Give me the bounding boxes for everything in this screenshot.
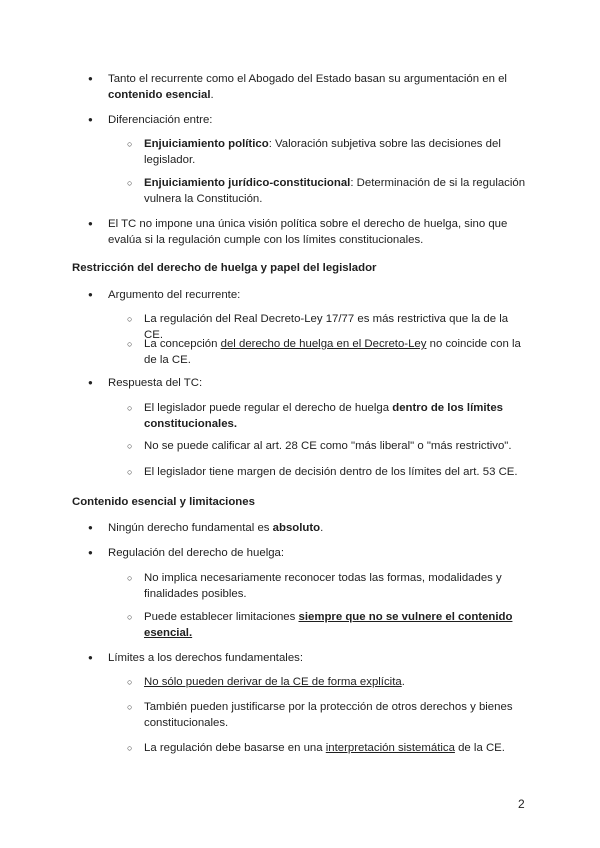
underlined-text: No sólo pueden derivar de la CE de forma explícita <box>144 676 402 688</box>
text-span: Límites a los derechos fundamentales: <box>108 652 304 664</box>
sub-bullet-item <box>144 609 529 641</box>
text-span: de la CE. <box>454 742 505 754</box>
sub-bullet-item <box>144 674 529 690</box>
text-span: Tanto el recurrente como el Abogado del Estado basan su argumentación en el <box>108 73 507 85</box>
text-span: También pueden justificarse por la protección de otros derechos y bienes constitucionales. <box>144 701 513 729</box>
underlined-text: interpretación sistemática <box>325 742 455 754</box>
section-heading: Contenido esencial y limitaciones <box>72 496 255 508</box>
sub-bullet-item <box>144 400 529 432</box>
text-span: . <box>210 89 214 101</box>
text-span: Puede establecer limitaciones <box>144 611 299 623</box>
sub-bullet-item <box>144 570 529 602</box>
text-span: La concepción <box>144 338 221 350</box>
underlined-text: siempre que no se vulnere el contenido esencial. <box>144 611 513 639</box>
bold-text: absoluto <box>272 522 321 534</box>
bold-text: dentro de los límites constitucionales. <box>144 402 504 430</box>
text-span: . <box>401 676 405 688</box>
bullet-item <box>108 112 538 128</box>
bullet-item <box>108 545 538 561</box>
text-span: Argumento del recurrente: <box>108 289 241 301</box>
text-span: La regulación del Real Decreto-Ley 17/77 es más restrictiva que la de la CE. <box>144 313 509 341</box>
text-span: La regulación debe basarse en una <box>144 742 326 754</box>
text-span: Ningún derecho fundamental es <box>108 522 273 534</box>
sub-bullet-item <box>144 175 529 207</box>
text-span: : Valoración subjetiva sobre las decisiones del legislador. <box>144 138 501 166</box>
bullet-item <box>108 216 538 248</box>
text-span: Diferenciación entre: <box>108 114 213 126</box>
bold-text: Enjuiciamiento jurídico-constitucional <box>144 177 351 189</box>
text-span: no coincide con la de la CE. <box>144 338 521 366</box>
text-span: El legislador puede regular el derecho de huelga <box>144 402 393 414</box>
text-span: No implica necesariamente reconocer todas las formas, modalidades y finalidades posibles. <box>144 572 502 600</box>
bullet-item <box>108 287 538 303</box>
sub-bullet-item <box>144 740 529 756</box>
section-heading: Restricción del derecho de huelga y papel del legislador <box>72 262 377 274</box>
sub-bullet-item <box>144 438 529 454</box>
bullet-item <box>108 520 538 536</box>
text-span: El TC no impone una única visión política sobre el derecho de huelga, sino que evalúa si la regulación cumple con los límites constitucionales. <box>108 218 508 246</box>
bold-text: Enjuiciamiento político <box>144 138 269 150</box>
bullet-item <box>108 71 538 103</box>
text-span: Respuesta del TC: <box>108 377 203 389</box>
text-span: : Determinación de si la regulación vulnera la Constitución. <box>144 177 526 205</box>
underlined-text: del derecho de huelga en el Decreto-Ley <box>220 338 427 350</box>
text-span: . <box>320 522 324 534</box>
sub-bullet-item <box>144 136 529 168</box>
bullet-item <box>108 650 538 666</box>
page-number: 2 <box>518 797 525 811</box>
bold-text: contenido esencial <box>108 89 211 101</box>
bullet-item <box>108 375 538 391</box>
sub-bullet-item <box>144 336 529 368</box>
sub-bullet-item <box>144 464 529 480</box>
sub-bullet-item <box>144 699 529 731</box>
text-span: Regulación del derecho de huelga: <box>108 547 285 559</box>
text-span: El legislador tiene margen de decisión dentro de los límites del art. 53 CE. <box>144 466 518 478</box>
text-span: No se puede calificar al art. 28 CE como "más liberal" o "más restrictivo". <box>144 440 512 452</box>
